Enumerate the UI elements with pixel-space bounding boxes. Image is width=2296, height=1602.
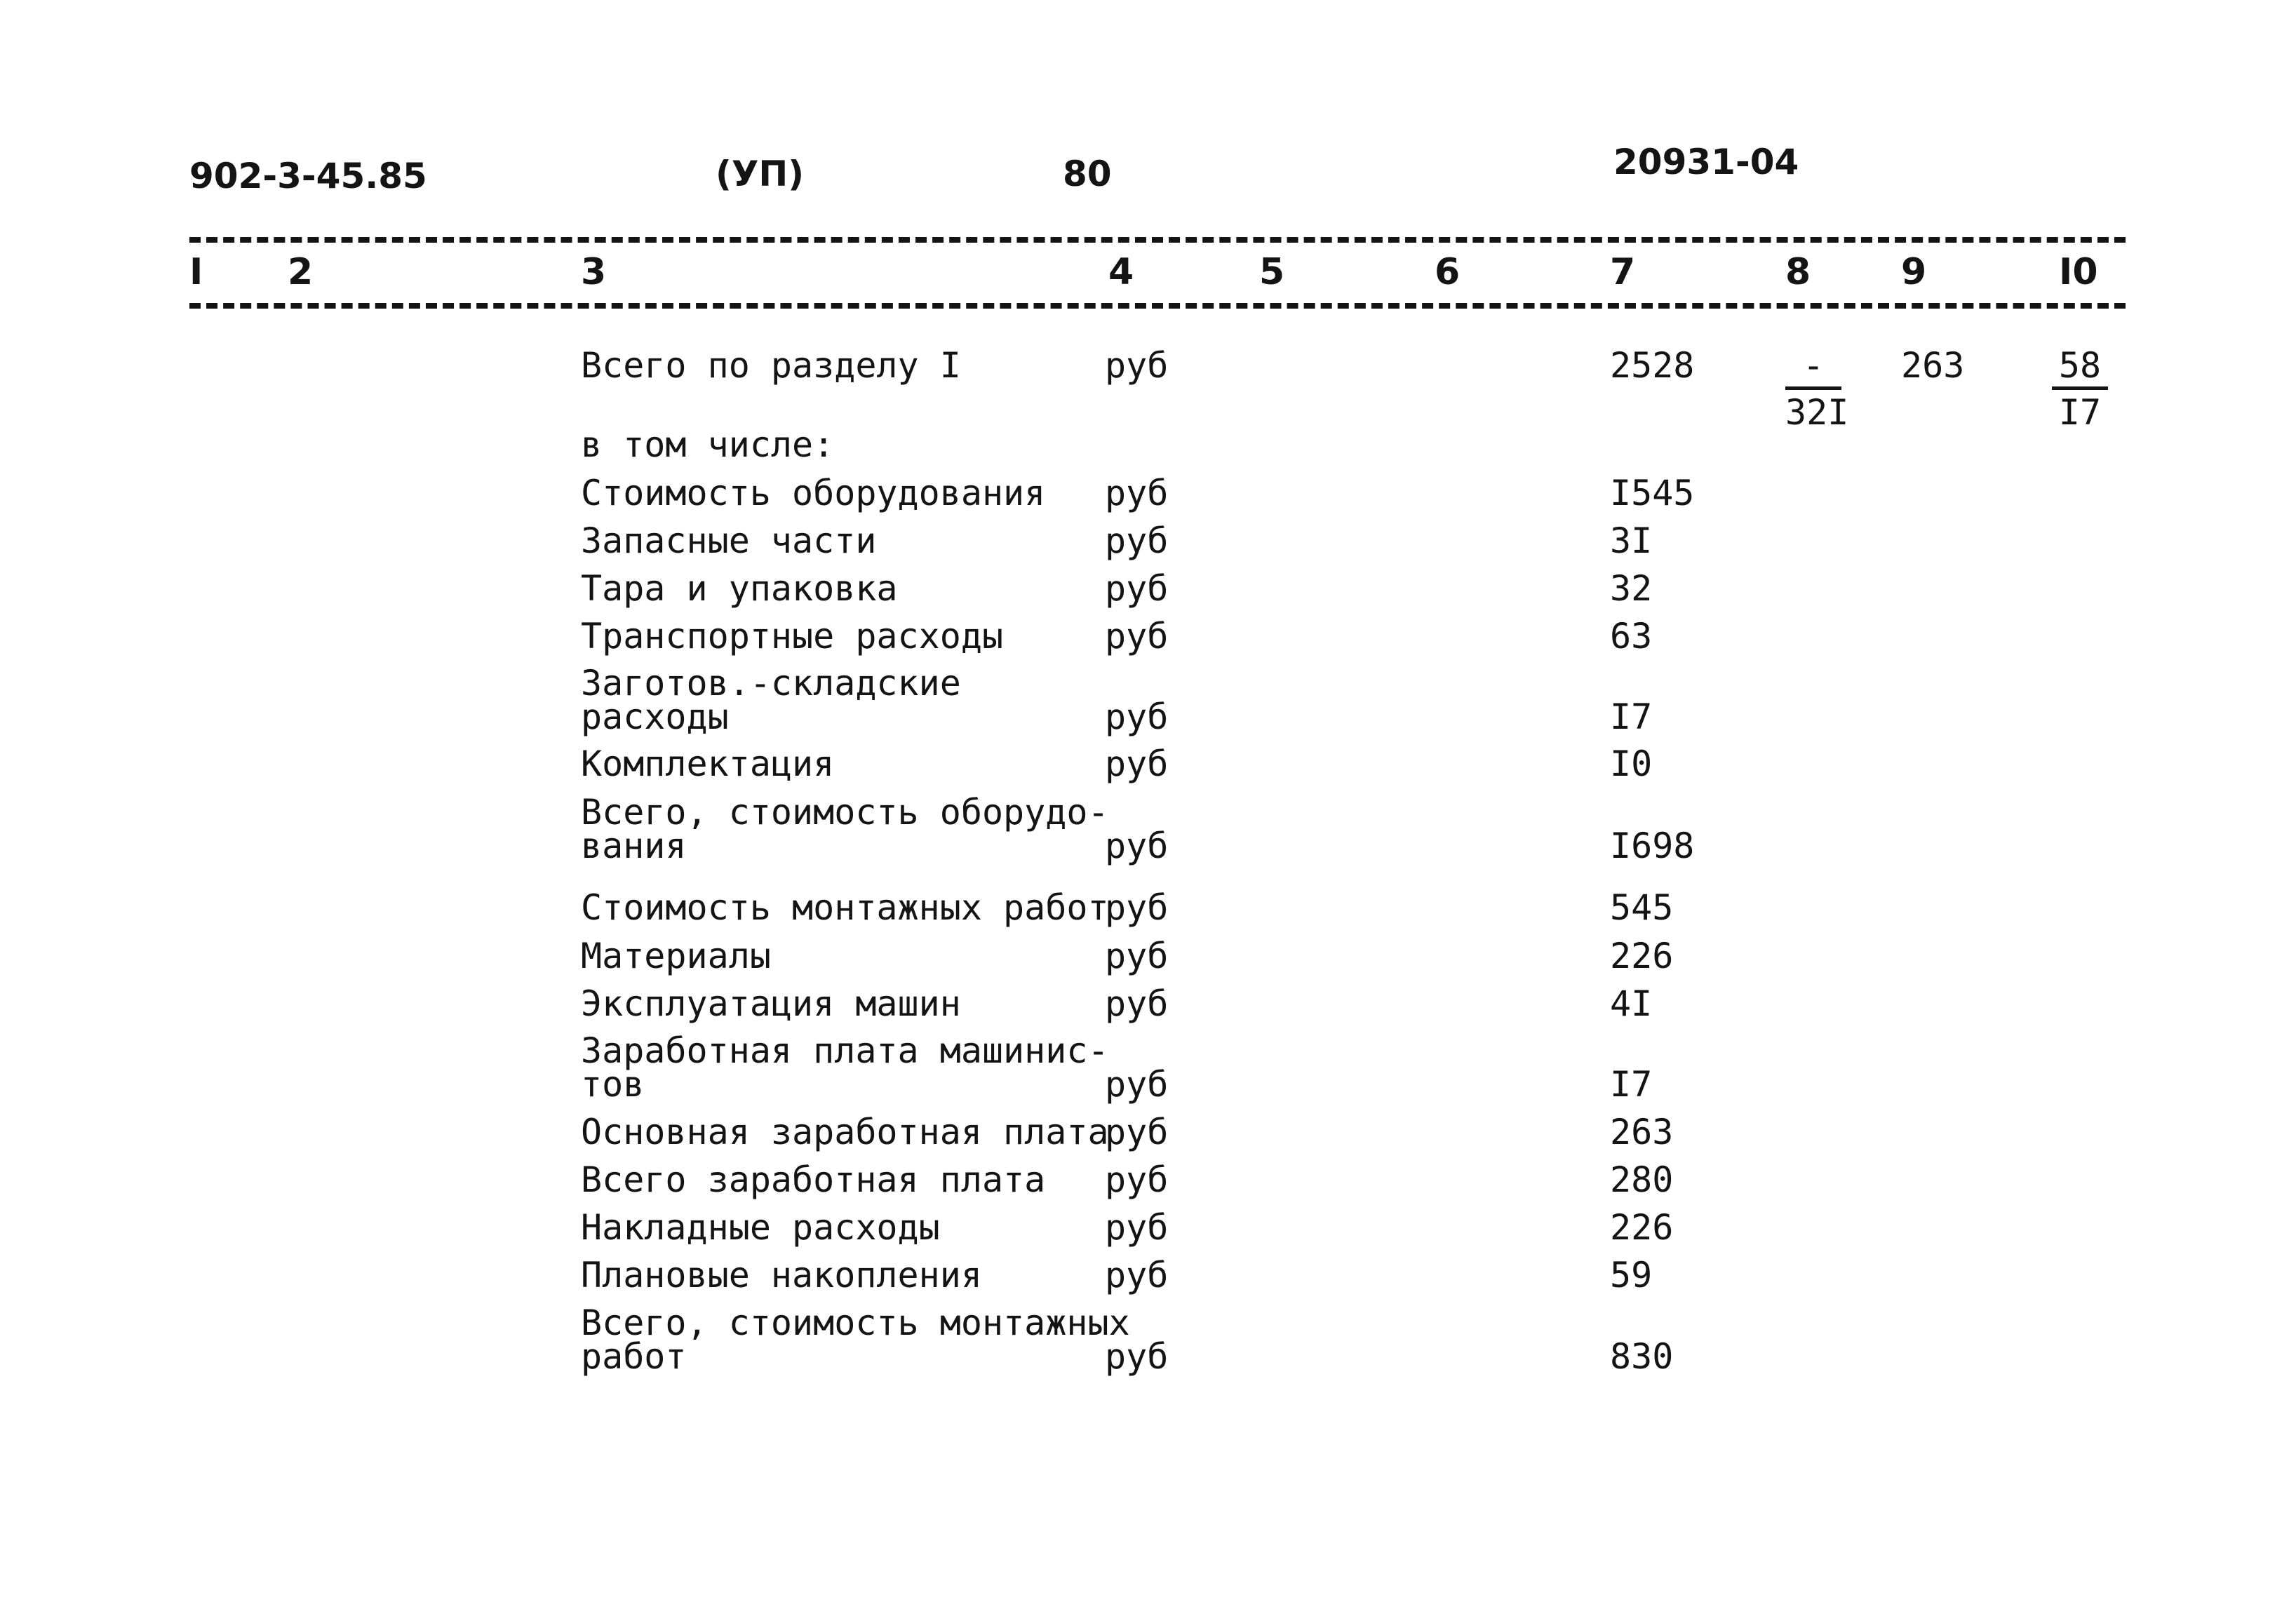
column-number: I0 bbox=[2059, 251, 2098, 293]
doc-code: 902-3-45.85 bbox=[189, 156, 427, 196]
row-value: I698 bbox=[1610, 826, 1695, 866]
fraction-denominator: 32I bbox=[1785, 392, 1849, 433]
row-name: Заработная плата машинис- bbox=[581, 1030, 1109, 1071]
row-value: 63 bbox=[1610, 616, 1653, 657]
column-number: 3 bbox=[581, 251, 607, 293]
row-unit: руб bbox=[1105, 1336, 1169, 1377]
section-mark: (УП) bbox=[716, 154, 805, 194]
row-name: Стоимость оборудования bbox=[581, 473, 1046, 513]
row-unit: руб bbox=[1105, 1255, 1169, 1295]
total-row-col10-fraction bbox=[2052, 347, 2108, 431]
row-value: 830 bbox=[1610, 1336, 1674, 1377]
row-name: Всего заработная плата bbox=[581, 1159, 1046, 1200]
row-value: 32 bbox=[1610, 568, 1653, 609]
column-number: 8 bbox=[1785, 251, 1811, 293]
row-unit: руб bbox=[1105, 743, 1169, 784]
row-name: Всего, стоимость оборудо- bbox=[581, 792, 1109, 833]
row-name: Заготов.-складские bbox=[581, 663, 961, 704]
column-number: 2 bbox=[288, 251, 314, 293]
row-name-continued: работ bbox=[581, 1336, 687, 1377]
row-value: 280 bbox=[1610, 1159, 1674, 1200]
fraction-denominator: I7 bbox=[2058, 392, 2102, 433]
row-value: I0 bbox=[1610, 743, 1653, 784]
row-value: 263 bbox=[1610, 1112, 1674, 1152]
subheading: в том числе: bbox=[581, 424, 835, 465]
row-name: Стоимость монтажных работ bbox=[581, 887, 1109, 928]
row-unit: руб bbox=[1105, 696, 1169, 737]
column-number: 9 bbox=[1901, 251, 1927, 293]
row-value: I7 bbox=[1610, 1064, 1653, 1105]
total-row-name: Всего по разделу I bbox=[581, 345, 961, 386]
row-name-continued: вания bbox=[581, 826, 687, 866]
row-name: Транспортные расходы bbox=[581, 616, 1004, 657]
row-value: 3I bbox=[1610, 520, 1653, 561]
row-value: I545 bbox=[1610, 473, 1695, 513]
row-unit: руб bbox=[1105, 983, 1169, 1024]
row-name: Плановые накопления bbox=[581, 1255, 982, 1295]
row-unit: руб bbox=[1105, 936, 1169, 976]
row-unit: руб bbox=[1105, 473, 1169, 513]
header-top-rule bbox=[189, 237, 2126, 243]
row-unit: руб bbox=[1105, 1112, 1169, 1152]
row-name: Запасные части bbox=[581, 520, 877, 561]
row-name: Эксплуатация машин bbox=[581, 983, 961, 1024]
row-value: 226 bbox=[1610, 936, 1674, 976]
row-unit: руб bbox=[1105, 616, 1169, 657]
row-value: 545 bbox=[1610, 887, 1674, 928]
page-number: 80 bbox=[1063, 154, 1112, 194]
column-number: 6 bbox=[1435, 251, 1461, 293]
row-unit: руб bbox=[1105, 1159, 1169, 1200]
row-unit: руб bbox=[1105, 1064, 1169, 1105]
row-name: Тара и упаковка bbox=[581, 568, 898, 609]
row-name: Комплектация bbox=[581, 743, 835, 784]
row-name: Всего, стоимость монтажных bbox=[581, 1303, 1130, 1343]
row-unit: руб bbox=[1105, 887, 1169, 928]
row-name: Накладные расходы bbox=[581, 1207, 940, 1248]
row-value: 59 bbox=[1610, 1255, 1653, 1295]
fraction-numerator: 58 bbox=[2052, 347, 2108, 390]
row-value: 226 bbox=[1610, 1207, 1674, 1248]
column-number: I bbox=[189, 251, 203, 293]
row-unit: руб bbox=[1105, 826, 1169, 866]
row-value: I7 bbox=[1610, 696, 1653, 737]
total-row-col7: 2528 bbox=[1610, 345, 1695, 386]
row-name: Материалы bbox=[581, 936, 771, 976]
row-unit: руб bbox=[1105, 568, 1169, 609]
total-row-unit: руб bbox=[1105, 345, 1169, 386]
column-number: 7 bbox=[1610, 251, 1636, 293]
row-unit: руб bbox=[1105, 1207, 1169, 1248]
row-name-continued: тов bbox=[581, 1064, 645, 1105]
total-row-col9: 263 bbox=[1901, 345, 1965, 386]
header-bottom-rule bbox=[189, 303, 2126, 309]
row-unit: руб bbox=[1105, 520, 1169, 561]
archive-number: 20931-04 bbox=[1613, 142, 1799, 182]
row-value: 4I bbox=[1610, 983, 1653, 1024]
row-name-continued: расходы bbox=[581, 696, 729, 737]
column-number: 5 bbox=[1259, 251, 1285, 293]
column-number: 4 bbox=[1108, 251, 1134, 293]
fraction-numerator: - bbox=[1785, 347, 1841, 390]
row-name: Основная заработная плата bbox=[581, 1112, 1109, 1152]
total-row-col8-fraction bbox=[1785, 345, 1849, 433]
